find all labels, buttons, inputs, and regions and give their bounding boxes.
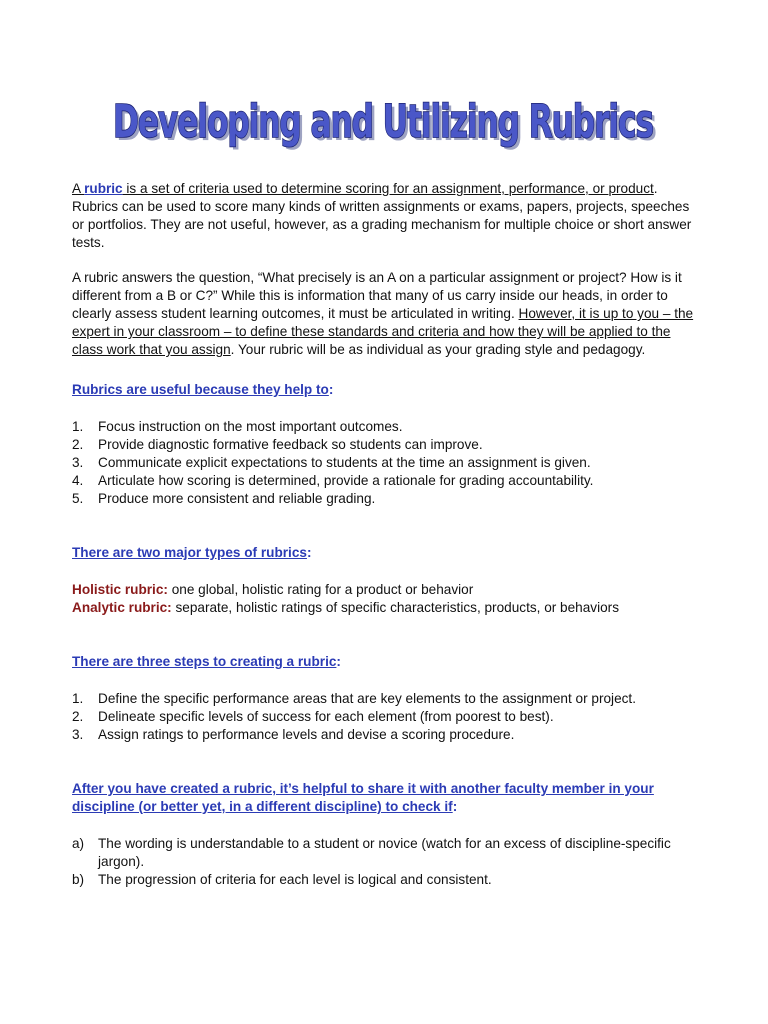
list-text: Provide diagnostic formative feedback so students can improve. [98,437,483,452]
intro-text: A rubric answers the question, “What precisely is an A on a particular assignment or project? How is it different from a B or C?” While this is information that many of us carry inside our heads, in order to clearly assess student learning outcomes, it must be articulated in writing. [72,270,682,321]
after-heading [72,780,702,816]
list-text: Communicate explicit expectations to students at the time an assignment is given. [98,455,591,470]
list-item [72,454,702,472]
list-number: 3. [72,727,84,742]
document-body [72,180,702,889]
list-number: 1. [72,419,84,434]
list-letter: b) [72,872,85,887]
list-text: Delineate specific levels of success for each element (from poorest to best). [98,709,554,724]
list-item [72,490,702,508]
list-item [72,871,702,889]
list-number: 4. [72,473,84,488]
intro-text: . Rubrics can be used to score many kinds of written assignments or exams, papers, projects, speeches or portfolios. They are not useful, however, as a grading mechanism for multiple choice or short answer tests. [72,181,692,250]
list-item [72,436,702,454]
holistic-text: one global, holistic rating for a product or behavior [167,582,474,597]
list-number: 5. [72,491,84,506]
list-item [72,690,702,708]
types-heading [72,544,702,562]
title-wordart [60,88,708,160]
list-text: Assign ratings to performance levels and devise a scoring procedure. [98,727,515,742]
useful-list [72,418,702,508]
intro-paragraph-2 [72,269,702,359]
heading-colon: : [452,799,458,814]
list-text: Produce more consistent and reliable grading. [98,491,376,506]
list-number: 1. [72,691,84,706]
list-item [72,835,702,871]
list-item [72,418,702,436]
list-item [72,708,702,726]
heading-colon: : [306,545,312,560]
title-shadow: Developing and Utilizing Rubrics [116,98,656,151]
intro-text: A [72,181,85,196]
list-item [72,726,702,744]
steps-heading [72,653,702,671]
underlined-statement: However, it is up to you – the expert in your classroom – to define these standards and criteria and how they will be applied to the class work that you assign [72,306,694,357]
analytic-text: separate, holistic ratings of specific characteristics, products, or behaviors [171,600,619,615]
heading-colon: : [336,654,341,669]
steps-heading-text: There are three steps to creating a rubric [72,654,337,669]
types-heading-text: There are two major types of rubrics [72,545,307,560]
intro-text: . Your rubric will be as individual as your grading style and pedagogy. [230,342,646,357]
list-text: Focus instruction on the most important outcomes. [98,419,403,434]
intro-text: is a set of criteria used to determine scoring for an assignment, performance, or [122,181,609,196]
heading-colon: : [328,382,334,397]
list-number: 2. [72,437,84,452]
title-text: Developing and Utilizing Rubrics [113,95,653,148]
useful-heading [72,381,702,399]
page-title [60,88,708,160]
useful-heading-text: Rubrics are useful because they help to [72,382,329,397]
list-letter: a) [72,836,85,851]
steps-list [72,690,702,744]
list-number: 2. [72,709,84,724]
after-list [72,835,702,889]
list-item [72,472,702,490]
holistic-rubric-line [72,581,702,599]
holistic-label: Holistic rubric: [72,582,168,597]
analytic-rubric-line [72,599,702,617]
list-text: The progression of criteria for each level is logical and consistent. [98,872,492,887]
list-text: Articulate how scoring is determined, provide a rationale for grading accountability. [98,473,594,488]
list-text: The wording is understandable to a student or novice (watch for an excess of discipline-specific jargon). [98,836,671,869]
intro-paragraph-1 [72,180,702,252]
analytic-label: Analytic rubric: [72,600,172,615]
product-term: product [608,181,654,196]
list-text: Define the specific performance areas that are key elements to the assignment or project. [98,691,636,706]
list-number: 3. [72,455,84,470]
rubric-term: rubric [84,181,123,196]
after-heading-text: After you have created a rubric, it’s helpful to share it with another faculty member in your discipline (or better yet, in a different discipline) to check if [72,781,654,814]
